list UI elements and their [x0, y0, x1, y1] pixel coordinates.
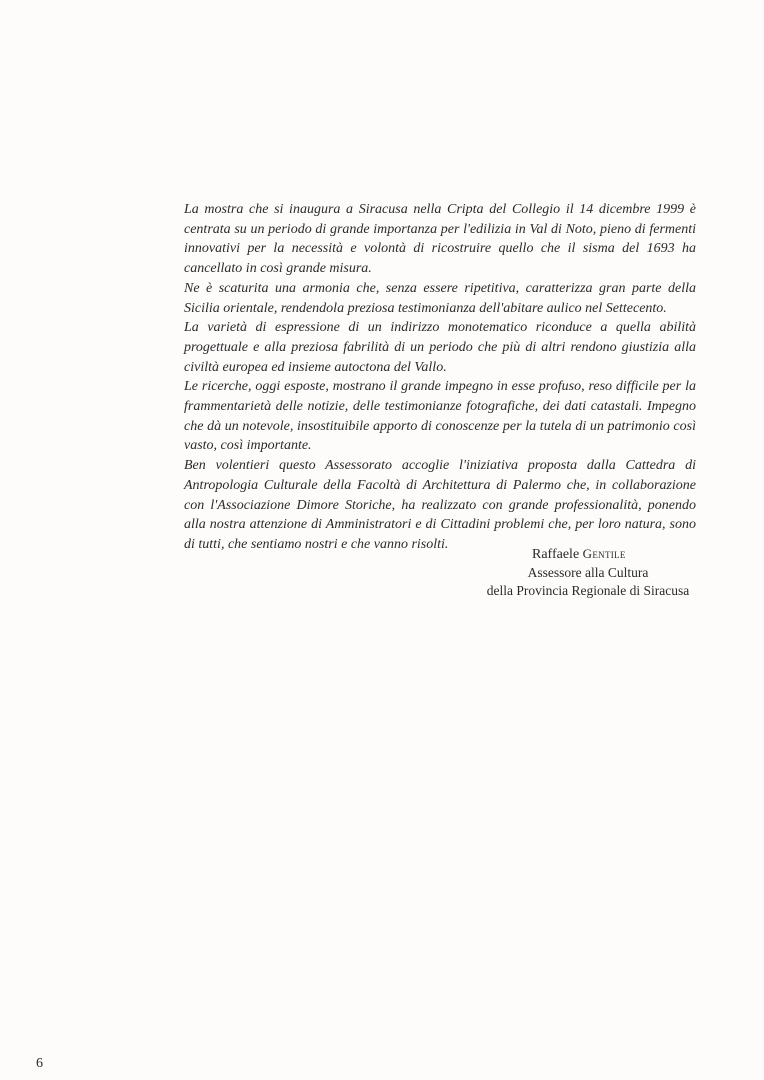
- signature-name: [510, 545, 696, 564]
- paragraph-5: Ben volentieri questo Assessorato accoglie l'iniziativa proposta dalla Cattedra di Antropologia Culturale della Facoltà di Architettura di Palermo che, in collaborazione con l'Associazione Dimore Storiche, ha realizzato con grande professionalità, ponendo alla nostra attenzione di Amministratori e di Cittadini problemi che, per loro natura, sono di tutti, che sentiamo nostri e che vanno risolti.: [184, 458, 696, 552]
- signature-block: [480, 545, 696, 600]
- signature-first-name: Raffaele: [532, 547, 580, 562]
- page-number: 6: [36, 1056, 43, 1071]
- signature-role-line-1: Assessore alla Cultura: [527, 565, 649, 580]
- paragraph-1: La mostra che si inaugura a Siracusa nella Cripta del Collegio il 14 dicembre 1999 è centrata su un periodo di grande importanza per l'edilizia in Val di Noto, pieno di fermenti innovativi per la necessità e volontà di ricostruire quello che il sisma del 1693 ha cancellato in così grande misura.: [184, 202, 696, 277]
- signature-role-line-2: della Provincia Regionale di Siracusa: [486, 583, 690, 598]
- paragraph-2: Ne è scaturita una armonia che, senza essere ripetitiva, caratterizza gran parte della Sicilia orientale, rendendola preziosa testimonianza dell'abitare aulico nel Settecento.: [184, 280, 696, 316]
- paragraph-4: Le ricerche, oggi esposte, mostrano il grande impegno in esse profuso, reso difficile per la frammentarietà delle notizie, delle testimonianze fotografiche, dei dati catastali. Impegno che dà un notevole, insostituibile apporto di conoscenze per la tutela di un patrimonio così vasto, così importante.: [184, 379, 696, 454]
- paragraph-3: La varietà di espressione di un indirizzo monotematico riconduce a quella abilità progettuale e alla preziosa fabrilità di un periodo che più di altri rendono giustizia alla civiltà europea ed insieme autoctona del Vallo.: [184, 320, 696, 375]
- signature-surname: Gentile: [582, 546, 626, 561]
- body-text: [184, 200, 696, 555]
